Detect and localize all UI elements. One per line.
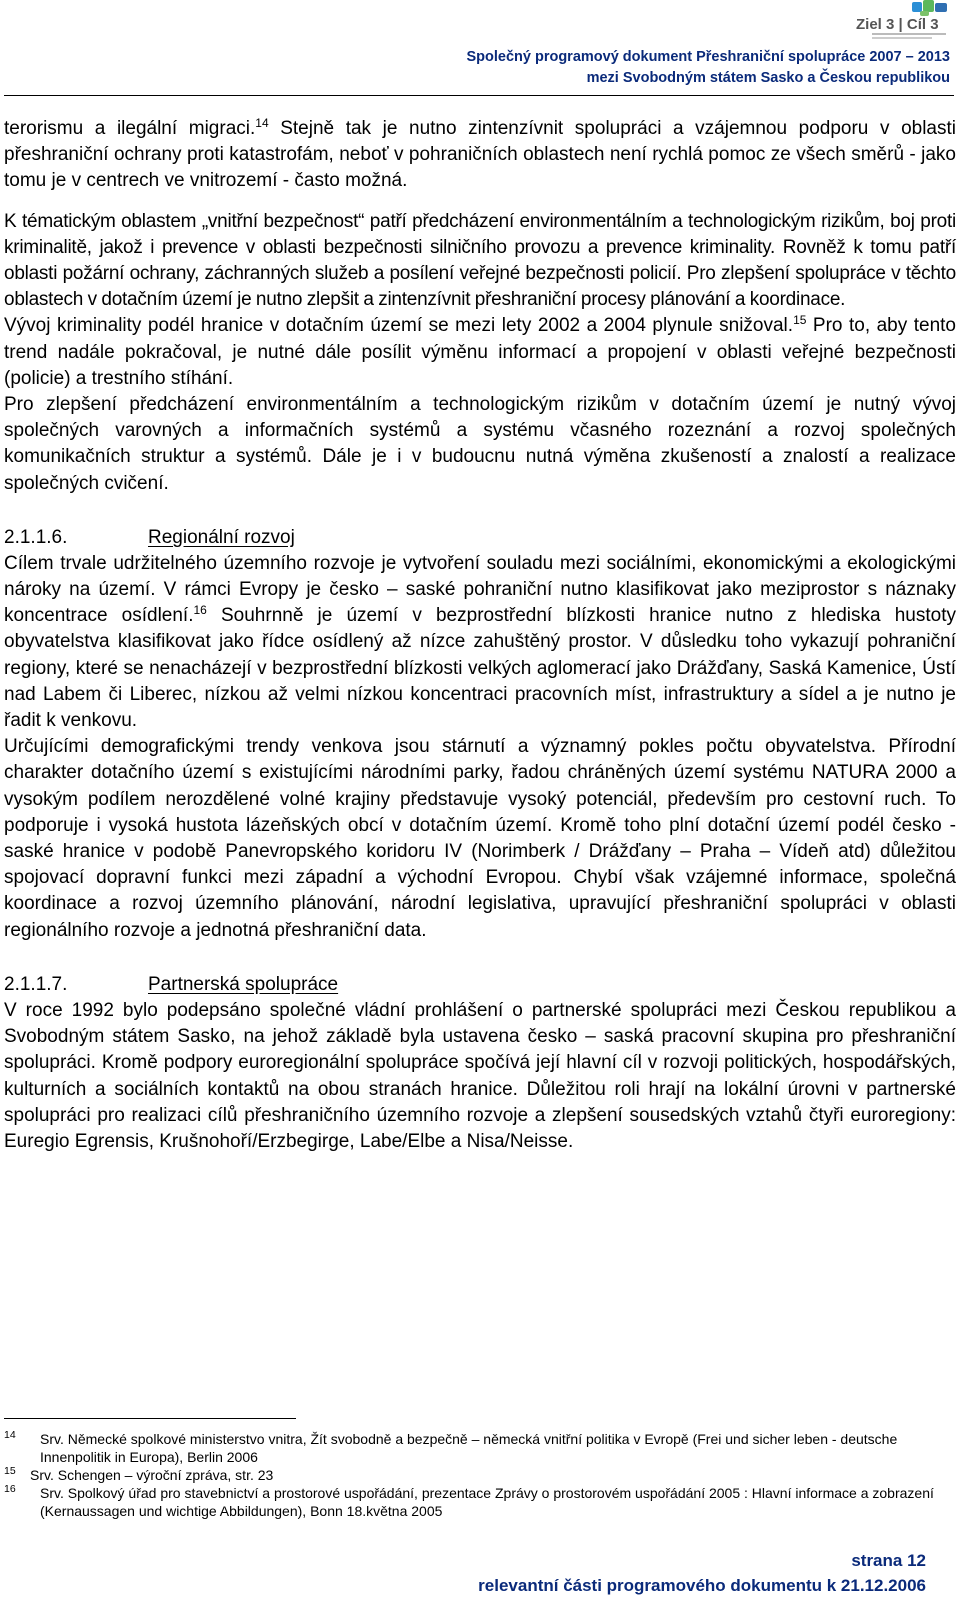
footnote-divider	[4, 1418, 296, 1419]
paragraph-demographic-trends: Určujícími demografickými trendy venkova jsou stárnutí a významný pokles počtu obyvatelstva. Přírodní charakter dotačního území s existujícími národními parky, řadou chráněných území systému NATURA 2000 a vysokým podílem nerozdělené volné krajiny představuje vysoký potenciál, především pro cestovní ruch. To podporuje i vysoká hustota lázeňských obcí v dotačním území. Kromě toho plní dotační území podél česko - saské hranice v podobě Panevropského koridoru IV (Norimberk / Drážďany – Praha – Vídeň atd) důležitou spojovací dopravní funkci mezi západní a východní Evropou. Chybí však vzájemné informace, společná koordinace a rozvoj územního plánování, národní legislativa, upravující přeshraniční spolupráci v oblasti regionálního rozvoje a jednotná přeshraniční data.	[4, 736, 956, 941]
footnotes	[4, 1430, 956, 1520]
ziel3-logo-graphic	[850, 0, 950, 42]
footnote-number: 15	[4, 1465, 16, 1477]
paragraph-text: Pro to, aby tento trend nadále pokračoval, je nutné dále posílit výměnu informací a propojení v oblasti veřejné bezpečnosti (policie) a trestního stíhání.	[4, 315, 956, 389]
paragraph-migration	[4, 116, 956, 195]
paragraph-text: Souhrnně je území v bezprostřední blízkosti hranice nutno z hlediska hustoty obyvatelstva klasifikovat jako řídce osídlený až nízce zahuštěný prostor. V důsledku toho vykazují pohraniční regiony, které se nenacházejí v bezprostřední blízkosti velkých aglomerací jako Drážďany, Saská Kamenice, Ústí nad Labem či Liberec, nízkou až velmi nízkou koncentraci pracovních míst, infrastruktury a sídel a je nutno je řadit k venkovu.	[4, 605, 956, 732]
section-number: 2.1.1.6.	[4, 526, 68, 548]
footnote-15	[4, 1466, 956, 1484]
footnote-16	[4, 1484, 956, 1520]
footnote-text: Srv. Spolkový úřad pro stavebnictví a prostorové uspořádání, prezentace Zprávy o prostorovém uspořádání 2005 : Hlavní informace a zobrazení (Kernaussagen und wichtige Abbildungen), Bonn 18.května 2005	[40, 1485, 934, 1519]
paragraph-crime-trend	[4, 313, 956, 392]
header-divider	[4, 95, 954, 96]
paragraph-text: terorismu a ilegální migraci.	[4, 118, 256, 139]
footnote-text: Srv. Německé spolkové ministerstvo vnitra, Žít svobodně a bezpečně – německá vnitřní politika v Evropě (Frei und sicher leben - deutsche Innenpolitik in Europa), Berlin 2006	[40, 1431, 898, 1465]
footnote-14	[4, 1430, 956, 1466]
paragraph-risk-prevention: Pro zlepšení předcházení environmentálním a technologickým rizikům v dotačním území je nutný vývoj společných varovných a informačních systémů a systému včasného rozeznání a rozvoj společných komunikačních struktur a systémů. Dále je i v budoucnu nutná výměna zkušeností a znalostí a realizace společných cvičení.	[4, 394, 956, 494]
paragraph-text: Vývoj kriminality podél hranice v dotačním území se mezi lety 2002 a 2004 plynule snižoval.	[4, 315, 794, 337]
footnote-number: 14	[4, 1429, 16, 1441]
paragraph-text: Stejně tak je nutno zintenzívnit spolupráci a vzájemnou podporu v oblasti přeshraniční ochrany proti katastrofám, neboť v pohraničních oblastech není rychlá pomoc ze všech směrů - jako tomu je v centrech ve vnitrozemí - často možná.	[4, 118, 956, 192]
footer-document-reference: relevantní části programového dokumentu k 21.12.2006	[478, 1576, 926, 1595]
section-heading-partnership	[4, 972, 956, 998]
ziel3-logo	[850, 0, 950, 42]
footnote-ref-16[interactable]: 16	[193, 603, 207, 618]
footnote-number: 16	[4, 1483, 16, 1495]
paragraph-partnership-cooperation: V roce 1992 bylo podepsáno společné vládní prohlášení o partnerské spolupráci mezi Českou republikou a Svobodným státem Sasko, na jehož základě byla ustavena česko – saská pracovní skupina pro přeshraniční spolupráci. Kromě podpory euroregionální spolupráce spočívá její hlavní cíl v rozvoji politických, hospodářských, kulturních a sociálních kontaktů na obou stranách hranice. Důležitou roli hrají na lokální úrovni v partnerské spolupráci pro realizaci cílů přeshraničního územního rozvoje a zlepšení sousedských vztahů čtyři euroregiony: Euregio Egrensis, Krušnohoří/Erzbegirge, Labe/Elbe a Nisa/Neisse.	[4, 999, 956, 1152]
paragraph-internal-security: K tématickým oblastem „vnitřní bezpečnost“ patří předcházení environmentálním a technologickým rizikům, boj proti kriminalitě, jakož i prevence v oblasti bezpečnosti silničního provozu a prevence kriminality. Rovněž k tomu patří oblasti požární ochrany, záchranných služeb a posílení veřejné bezpečnosti policií. Pro zlepšení spolupráce v těchto oblastech v dotačním území je nutno zlepšit a zintenzívnit přeshraniční procesy plánování a koordinace.	[4, 210, 956, 311]
section-title: Regionální rozvoj	[148, 526, 295, 548]
header-document-subtitle: mezi Svobodným státem Sasko a Českou republikou	[586, 70, 950, 86]
header-document-title: Společný programový dokument Přeshraniční spolupráce 2007 – 2013	[466, 49, 950, 65]
section-title: Partnerská spolupráce	[148, 973, 339, 995]
svg-text:Ziel 3 | Cíl 3: Ziel 3 | Cíl 3	[856, 16, 939, 33]
paragraph-text: Cílem trvale udržitelného územního rozvoje je vytvoření souladu mezi sociálními, ekonomickými a ekologickými nároky na území. V rámci Evropy je česko – saské pohraniční nutno klasifikovat jako meziprostor s náznaky koncentrace osídlení.	[4, 552, 956, 627]
section-heading-regional-development	[4, 525, 956, 551]
main-text	[4, 116, 956, 1155]
page-number: strana 12	[851, 1551, 926, 1570]
section-number: 2.1.1.7.	[4, 973, 68, 995]
footnote-ref-15[interactable]: 15	[793, 313, 807, 328]
paragraph-territorial-development	[4, 551, 956, 734]
footnote-text: Srv. Schengen – výroční zpráva, str. 23	[30, 1467, 274, 1483]
footnote-ref-14[interactable]: 14	[255, 116, 269, 130]
